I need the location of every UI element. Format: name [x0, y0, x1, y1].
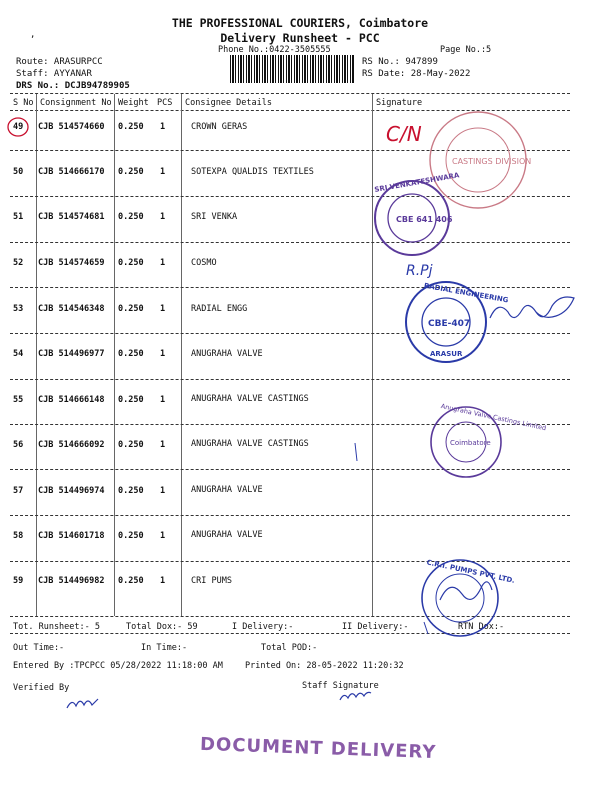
- total-pod: Total POD:-: [261, 643, 318, 653]
- anugraha-stamp-text: Anugraha Valve Castings Limited: [440, 402, 547, 433]
- page-number: Page No.:5: [440, 45, 492, 55]
- consignment-no: CJB 514666092: [38, 440, 105, 450]
- consignee: SRI VENKA: [191, 212, 238, 222]
- entered-by: Entered By :TPCPCC 05/28/2022 11:18:00 AM: [13, 661, 223, 671]
- document-delivery-stamp: DOCUMENT DELIVERY: [199, 733, 437, 764]
- rpj-mark: R.Pj: [406, 263, 433, 279]
- consignment-no: CJB 514496974: [38, 486, 105, 496]
- anugraha-stamp: [431, 402, 547, 477]
- weight: 0.250: [118, 167, 144, 177]
- cri-stamp-text: C.R.I. PUMPS PVT. LTD.: [425, 558, 516, 585]
- i-delivery: I Delivery:-: [232, 622, 294, 632]
- rs-number: RS No.: 947899: [362, 57, 438, 67]
- weight: 0.250: [118, 349, 144, 359]
- consignee: SOTEXPA QUALDIS TEXTILES: [191, 167, 314, 177]
- pcs: 1: [160, 395, 166, 405]
- pcs: 1: [160, 258, 166, 268]
- col-signature: Signature: [376, 98, 423, 108]
- consignee: CRI PUMS: [191, 576, 232, 586]
- pink-stamp-text: CASTINGS DIVISION: [452, 157, 532, 166]
- consignee: ANUGRAHA VALVE: [191, 485, 263, 495]
- col-sno: S No: [13, 98, 34, 108]
- ii-delivery: II Delivery:-: [342, 622, 409, 632]
- staff-signature-label: Staff Signature: [302, 681, 379, 691]
- radial-stamp-code: CBE-407: [428, 319, 471, 329]
- tick-mark: [424, 622, 428, 634]
- consignment-no: CJB 514666170: [38, 167, 105, 177]
- consignment-no: CJB 514666148: [38, 395, 105, 405]
- pcs: 1: [160, 440, 166, 450]
- pcs: 1: [160, 212, 166, 222]
- cri-pumps-stamp: [422, 558, 516, 636]
- total-dox: Total Dox:- 59: [126, 622, 198, 632]
- weight: 0.250: [118, 304, 144, 314]
- consignment-no: CJB 514496977: [38, 349, 105, 359]
- red-circle-mark: [8, 118, 28, 136]
- cn-mark: C/N: [386, 122, 422, 146]
- radial-engineering-stamp: [406, 282, 509, 362]
- drs-number: DRS No.: DCJB94789905: [16, 81, 130, 91]
- consignee: ANUGRAHA VALVE CASTINGS: [191, 394, 309, 404]
- weight: 0.250: [118, 486, 144, 496]
- consignee: COSMO: [191, 258, 217, 268]
- sno: 56: [13, 440, 24, 450]
- weight: 0.250: [118, 122, 144, 132]
- sri-stamp-code: CBE 641 406: [396, 215, 453, 224]
- staff: Staff: AYYANAR: [16, 69, 92, 79]
- consignment-no: CJB 514496982: [38, 576, 105, 586]
- consignment-no: CJB 514574681: [38, 212, 105, 222]
- consignee: CROWN GERAS: [191, 122, 248, 132]
- weight: 0.250: [118, 212, 144, 222]
- consignment-no: CJB 514574660: [38, 122, 105, 132]
- printed-on: Printed On: 28-05-2022 11:20:32: [245, 661, 404, 671]
- staff-signature: [340, 692, 371, 700]
- sno: 49: [13, 122, 24, 132]
- col-consignment: Consignment No: [40, 98, 112, 108]
- col-pcs: PCS: [157, 98, 173, 108]
- consignee: ANUGRAHA VALVE: [191, 530, 263, 540]
- company-name: THE PROFESSIONAL COURIERS, Coimbatore: [171, 16, 429, 30]
- consignee: ANUGRAHA VALVE: [191, 349, 263, 359]
- weight: 0.250: [118, 440, 144, 450]
- pink-stamp: [430, 112, 531, 208]
- weight: 0.250: [118, 576, 144, 586]
- sno: 50: [13, 167, 24, 177]
- sno: 59: [13, 576, 24, 586]
- verified-signature: [67, 699, 98, 708]
- sno: 55: [13, 395, 24, 405]
- anugraha-stamp-center: Coimbatore: [450, 439, 491, 447]
- sri-stamp-text: SRI VENKATESHWARA: [373, 171, 460, 195]
- tick-mark: [355, 443, 357, 461]
- pcs: 1: [160, 486, 166, 496]
- consignee: RADIAL ENGG: [191, 304, 248, 314]
- phone-number: Phone No.:0422-3505555: [218, 45, 331, 55]
- verified-by: Verified By: [13, 683, 70, 693]
- weight: 0.250: [118, 395, 144, 405]
- route: Route: ARASURPCC: [16, 57, 103, 67]
- out-time: Out Time:-: [13, 643, 65, 653]
- pcs: 1: [160, 304, 166, 314]
- pcs: 1: [160, 531, 166, 541]
- col-weight: Weight: [118, 98, 149, 108]
- radial-stamp-bottom: ARASUR: [430, 350, 463, 358]
- rs-date: RS Date: 28-May-2022: [362, 69, 471, 79]
- radial-stamp-text: RADIAL ENGINEERING: [423, 281, 509, 305]
- sno: 51: [13, 212, 24, 222]
- sno: 53: [13, 304, 24, 314]
- sno: 58: [13, 531, 24, 541]
- pcs: 1: [160, 349, 166, 359]
- sno: 54: [13, 349, 24, 359]
- in-time: In Time:-: [141, 643, 188, 653]
- runsheet-title: Delivery Runsheet - PCC: [220, 31, 380, 45]
- consignee: ANUGRAHA VALVE CASTINGS: [191, 439, 309, 449]
- col-consignee: Consignee Details: [185, 98, 272, 108]
- pcs: 1: [160, 576, 166, 586]
- weight: 0.250: [118, 258, 144, 268]
- sri-venkateshwara-stamp: [374, 171, 461, 255]
- tot-runsheet: Tot. Runsheet:- 5: [13, 622, 100, 632]
- weight: 0.250: [118, 531, 144, 541]
- rtn-dox: RTN Dox:-: [458, 622, 505, 632]
- consignment-no: CJB 514601718: [38, 531, 105, 541]
- sno: 57: [13, 486, 24, 496]
- pcs: 1: [160, 167, 166, 177]
- consignment-no: CJB 514546348: [38, 304, 105, 314]
- corner-mark: ,: [30, 30, 36, 40]
- consignment-no: CJB 514574659: [38, 258, 105, 268]
- pcs: 1: [160, 122, 166, 132]
- sno: 52: [13, 258, 24, 268]
